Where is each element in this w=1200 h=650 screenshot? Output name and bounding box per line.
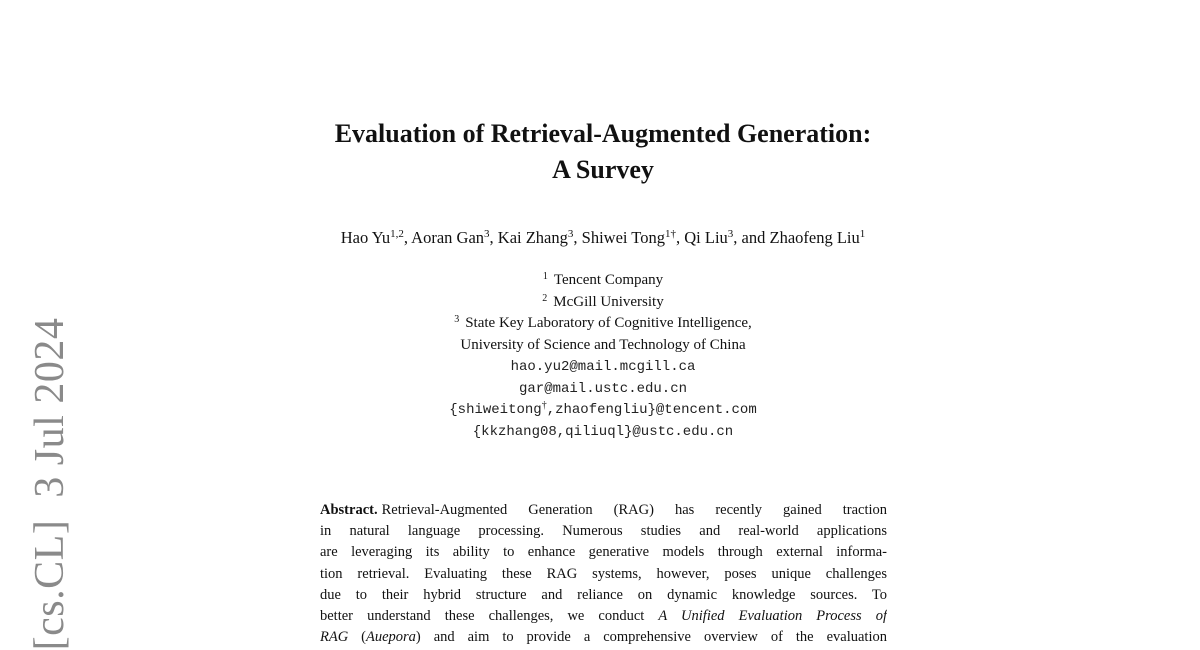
email: gar@mail.ustc.edu.cn xyxy=(518,380,688,397)
author: Kai Zhang$^3$ xyxy=(497,228,574,247)
abstract-line: in natural language processing. Numerous studies and real-world applications xyxy=(320,523,887,540)
abstract-line: tion retrieval. Evaluating these RAG systems, however, poses unique challenges xyxy=(320,565,887,582)
affiliations xyxy=(0,270,1200,356)
email: {shiweitong†,zhaofengliu}@tencent.com xyxy=(449,400,757,418)
abstract-line: are leveraging its ability to enhance generative models through external informa- xyxy=(320,544,887,561)
email-list xyxy=(0,357,1200,443)
author: Hao Yu$^{1,2}$ xyxy=(340,228,404,247)
title-line-2: A Survey xyxy=(552,155,654,184)
affiliation: $^2$ McGill University xyxy=(542,292,664,310)
author-list: Hao Yu$^{1,2}$, Aoran Gan$^3$, Kai Zhang$^3$, Shiwei Tong$^{1\dagger}$, Qi Liu$^3$, and Zhaofeng Liu$^1$ xyxy=(340,228,866,247)
paper-title xyxy=(0,116,1200,188)
arxiv-category: [cs.CL] xyxy=(27,519,73,650)
abstract xyxy=(320,500,887,648)
affiliation: $^1$ Tencent Company xyxy=(542,271,664,288)
affiliation: University of Science and Technology of China xyxy=(460,336,746,353)
email: hao.yu2@mail.mcgill.ca xyxy=(510,359,696,375)
author: Shiwei Tong$^{1\dagger}$ xyxy=(581,228,676,247)
email: {kkzhang08,qiliuql}@ustc.edu.cn xyxy=(472,423,734,440)
author: Aoran Gan$^3$ xyxy=(411,228,490,247)
abstract-line: due to their hybrid structure and reliance on dynamic knowledge sources. To xyxy=(320,586,887,603)
arxiv-date: 3 Jul 2024 xyxy=(27,317,73,498)
abstract-label: Abstract. xyxy=(320,502,378,518)
abstract-line: RAG (Auepora) and aim to provide a comprehensive overview of the evaluation xyxy=(320,629,887,646)
abstract-line: better understand these challenges, we conduct A Unified Evaluation Process of xyxy=(320,607,887,624)
title-line-1: Evaluation of Retrieval-Augmented Generation: xyxy=(334,119,872,148)
author: Qi Liu$^3$ xyxy=(684,228,734,247)
abstract-line: Abstract. Retrieval-Augmented Generation (RAG) has recently gained traction xyxy=(320,502,887,518)
affiliation: $^3$ State Key Laboratory of Cognitive Intelligence, xyxy=(454,314,752,331)
author: Zhaofeng Liu$^1$ xyxy=(769,228,866,247)
